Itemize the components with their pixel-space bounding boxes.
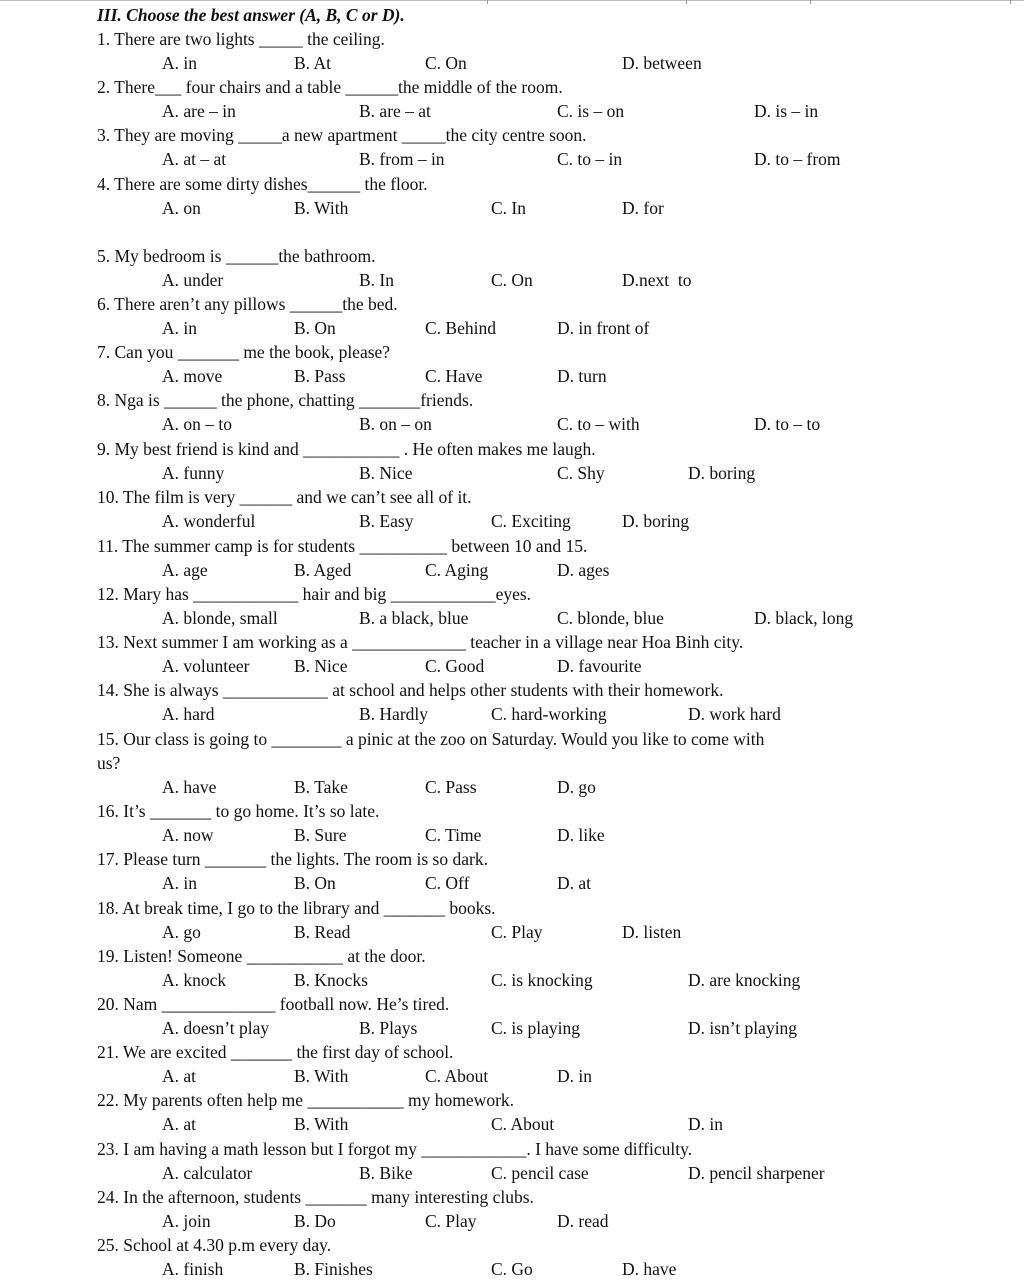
option-d[interactable]: D. have [622,1259,677,1279]
option-d[interactable]: D. work hard [688,704,781,724]
option-d[interactable]: D. pencil sharpener [688,1163,825,1183]
option-c[interactable]: C. In [491,198,526,218]
option-a[interactable]: A. finish [162,1259,224,1279]
option-a[interactable]: A. at [162,1114,197,1134]
option-b[interactable]: B. On [294,873,336,893]
option-b[interactable]: B. Nice [359,463,413,483]
option-c[interactable]: C. Play [491,922,543,942]
option-a[interactable]: A. move [162,366,223,386]
option-c[interactable]: C. blonde, blue [557,608,664,628]
option-d[interactable]: D. turn [557,366,607,386]
option-c[interactable]: C. About [491,1114,555,1134]
question-text: 9. My best friend is kind and ___________ . He often makes me laugh. [97,439,596,459]
border-tick [810,0,811,4]
option-a[interactable]: A. in [162,53,197,73]
question-text: 14. She is always ____________ at school and helps other students with their homework. [97,680,724,700]
option-d[interactable]: D. in [688,1114,723,1134]
option-c[interactable]: C. Behind [425,318,496,338]
option-a[interactable]: A. funny [162,463,225,483]
option-a[interactable]: A. wonderful [162,511,256,531]
option-a[interactable]: A. blonde, small [162,608,278,628]
option-c[interactable]: C. On [425,53,467,73]
option-b[interactable]: B. Bike [359,1163,413,1183]
question-text: 22. My parents often help me ___________ my homework. [97,1090,515,1110]
option-b[interactable]: B. Hardly [359,704,429,724]
option-c[interactable]: C. to – in [557,149,623,169]
option-c[interactable]: C. is – on [557,101,625,121]
option-b[interactable]: B. from – in [359,149,445,169]
page-top-border [0,0,1024,1]
option-b[interactable]: B. In [359,270,394,290]
option-b[interactable]: B. Read [294,922,351,942]
option-b[interactable]: B. Pass [294,366,346,386]
option-c[interactable]: C. On [491,270,533,290]
option-b[interactable]: B. Plays [359,1018,418,1038]
option-a[interactable]: A. in [162,318,197,338]
question-text: 24. In the afternoon, students _______ many interesting clubs. [97,1187,534,1207]
option-c[interactable]: C. Time [425,825,482,845]
option-d[interactable]: D. isn’t playing [688,1018,798,1038]
option-b[interactable]: B. Nice [294,656,348,676]
option-c[interactable]: C. Exciting [491,511,571,531]
option-c[interactable]: C. Have [425,366,483,386]
option-a[interactable]: A. in [162,873,197,893]
option-b[interactable]: B. Sure [294,825,347,845]
question-text: 23. I am having a math lesson but I forgot my ____________. I have some difficulty. [97,1139,693,1159]
question-text: 11. The summer camp is for students __________ between 10 and 15. [97,536,588,556]
option-c[interactable]: C. Play [425,1211,477,1231]
option-b[interactable]: B. With [294,1114,349,1134]
option-b[interactable]: B. a black, blue [359,608,469,628]
option-a[interactable]: A. join [162,1211,211,1231]
option-a[interactable]: A. doesn’t play [162,1018,270,1038]
option-a[interactable]: A. hard [162,704,215,724]
option-b[interactable]: B. Easy [359,511,414,531]
option-d[interactable]: D. at [557,873,592,893]
question-text: 6. There aren’t any pillows ______the bed. [97,294,398,314]
option-c[interactable]: C. About [425,1066,489,1086]
question-text: 13. Next summer I am working as a _____________ teacher in a village near Hoa Binh city. [97,632,744,652]
option-d[interactable]: D. for [622,198,664,218]
option-d[interactable]: D. in [557,1066,592,1086]
option-b[interactable]: B. on – on [359,414,432,434]
option-b[interactable]: B. Take [294,777,348,797]
question-text: 18. At break time, I go to the library and _______ books. [97,898,496,918]
border-tick [1010,0,1011,4]
option-a[interactable]: A. knock [162,970,227,990]
question-text: 8. Nga is ______ the phone, chatting _______friends. [97,390,474,410]
option-c[interactable]: C. pencil case [491,1163,589,1183]
option-b[interactable]: B. Do [294,1211,336,1231]
option-d[interactable]: D. is – in [754,101,819,121]
option-d[interactable]: D. are knocking [688,970,801,990]
question-text: 3. They are moving _____a new apartment _____the city centre soon. [97,125,587,145]
section-heading: III. Choose the best answer (A, B, C or D). [97,5,405,25]
option-a[interactable]: A. under [162,270,224,290]
option-d[interactable]: D. ages [557,560,610,580]
option-c[interactable]: C. Aging [425,560,489,580]
question-text: 19. Listen! Someone ___________ at the door. [97,946,426,966]
option-c[interactable]: C. is knocking [491,970,593,990]
option-c[interactable]: C. Off [425,873,470,893]
option-a[interactable]: A. on – to [162,414,232,434]
option-a[interactable]: A. have [162,777,217,797]
option-d[interactable]: D. listen [622,922,682,942]
option-c[interactable]: C. Good [425,656,485,676]
option-b[interactable]: B. With [294,198,349,218]
option-a[interactable]: A. go [162,922,201,942]
option-d[interactable]: D. to – to [754,414,821,434]
option-d[interactable]: D. boring [622,511,690,531]
question-text: 2. There___ four chairs and a table ______the middle of the room. [97,77,563,97]
option-c[interactable]: C. hard-working [491,704,607,724]
option-b[interactable]: B. Finishes [294,1259,373,1279]
option-a[interactable]: A. now [162,825,214,845]
question-text: 7. Can you _______ me the book, please? [97,342,391,362]
option-c[interactable]: C. Go [491,1259,533,1279]
option-d[interactable]: D. in front of [557,318,650,338]
question-text: 1. There are two lights _____ the ceiling. [97,29,385,49]
option-d[interactable]: D. boring [688,463,756,483]
option-a[interactable]: A. are – in [162,101,236,121]
option-d[interactable]: D. read [557,1211,609,1231]
option-c[interactable]: C. is playing [491,1018,580,1038]
option-a[interactable]: A. at [162,1066,197,1086]
question-text: 25. School at 4.30 p.m every day. [97,1235,332,1255]
option-c[interactable]: C. Pass [425,777,477,797]
option-c[interactable]: C. to – with [557,414,640,434]
border-tick [686,0,687,4]
option-d[interactable]: D. favourite [557,656,642,676]
option-c[interactable]: C. Shy [557,463,605,483]
option-b[interactable]: B. Knocks [294,970,368,990]
question-text: 20. Nam _____________ football now. He’s tired. [97,994,450,1014]
question-text: 16. It’s _______ to go home. It’s so late. [97,801,380,821]
option-a[interactable]: A. at – at [162,149,227,169]
question-text: 10. The film is very ______ and we can’t see all of it. [97,487,472,507]
option-b[interactable]: B. With [294,1066,349,1086]
option-b[interactable]: B. are – at [359,101,431,121]
question-text: 12. Mary has ____________ hair and big ____________eyes. [97,584,532,604]
question-text: 5. My bedroom is ______the bathroom. [97,246,376,266]
option-d[interactable]: D. between [622,53,702,73]
option-b[interactable]: B. On [294,318,336,338]
question-text: 4. There are some dirty dishes______ the floor. [97,174,428,194]
option-d[interactable]: D.next to [622,270,692,290]
option-b[interactable]: B. At [294,53,331,73]
option-a[interactable]: A. volunteer [162,656,250,676]
border-tick [487,0,488,4]
option-a[interactable]: A. on [162,198,201,218]
question-text: 15. Our class is going to ________ a pinic at the zoo on Saturday. Would you like to come with [97,729,765,749]
option-d[interactable]: D. go [557,777,596,797]
option-d[interactable]: D. to – from [754,149,841,169]
question-text: 21. We are excited _______ the first day of school. [97,1042,454,1062]
option-a[interactable]: A. calculator [162,1163,253,1183]
option-d[interactable]: D. black, long [754,608,854,628]
option-b[interactable]: B. Aged [294,560,352,580]
option-a[interactable]: A. age [162,560,208,580]
option-d[interactable]: D. like [557,825,605,845]
question-text-continued: us? [97,753,121,773]
question-text: 17. Please turn _______ the lights. The room is so dark. [97,849,488,869]
